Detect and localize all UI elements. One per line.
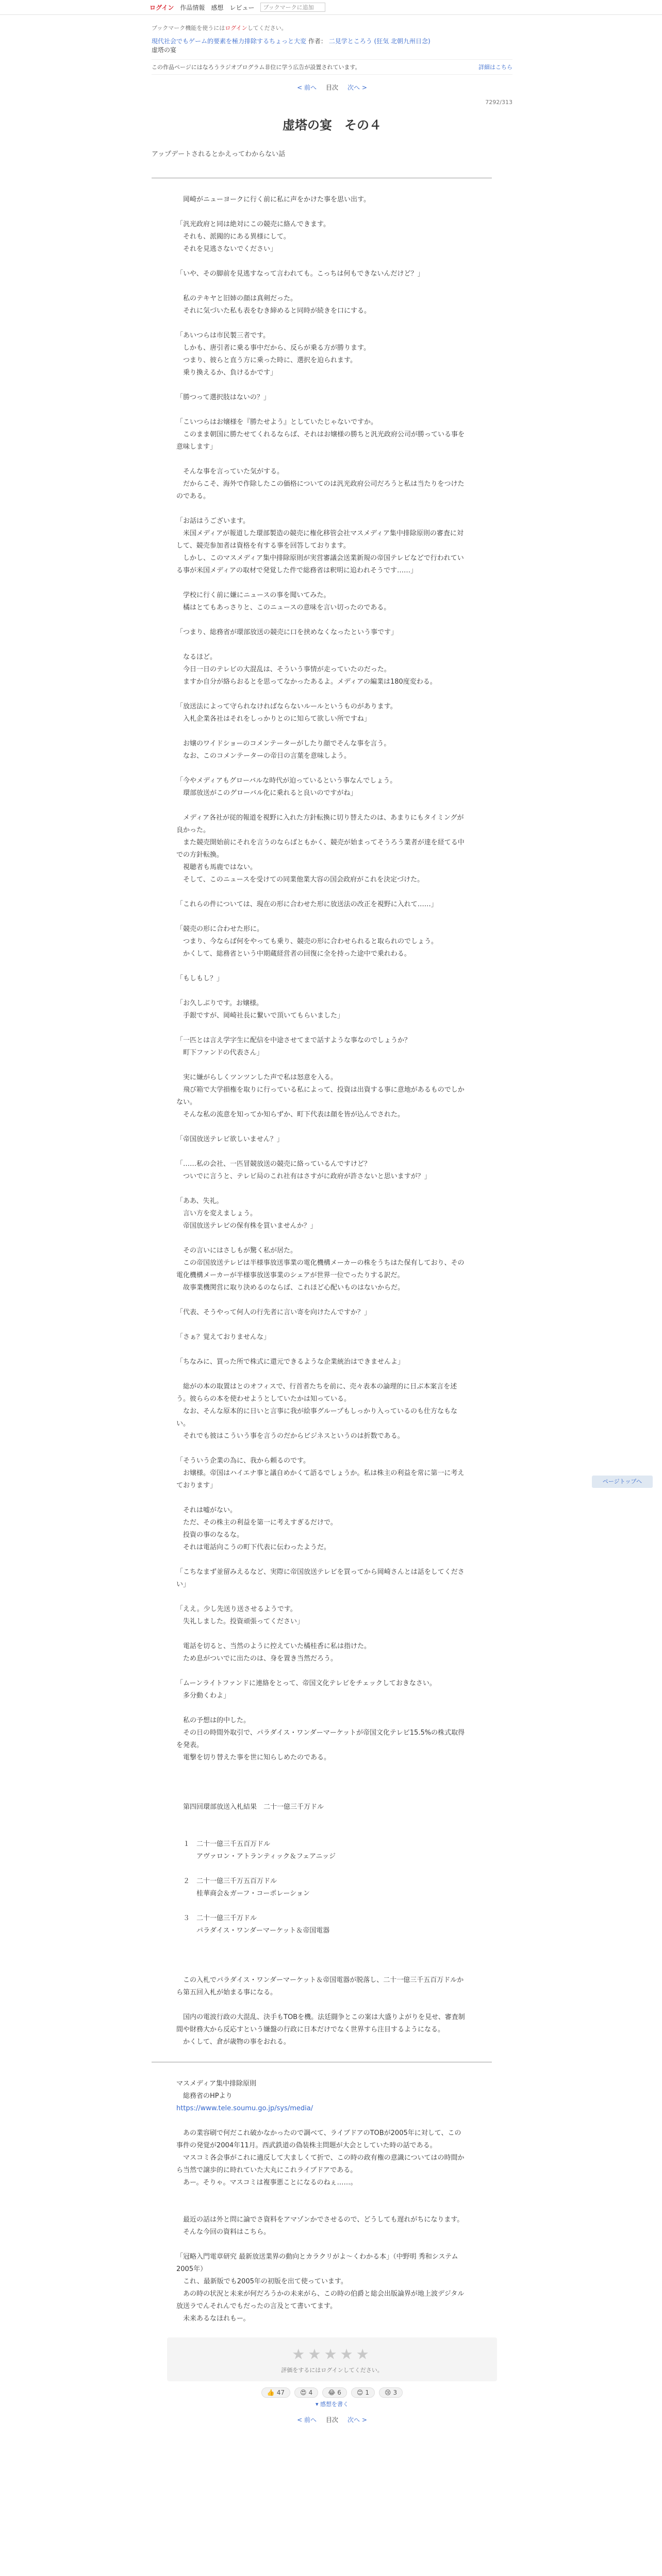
body-paragraph: かくして、倉が歳物の事をおれる。 [176,2038,290,2046]
body-paragraph [176,1492,465,1504]
body-paragraph: 学校に行く前に嫌にニュースの事を聞いてみた。 [176,591,330,599]
body-paragraph: ２ 二十一億三千万五百万ドル [176,1877,277,1885]
ad-warning-detail-link[interactable]: 詳細はこちら [478,64,512,71]
body-paragraph: 「ああ、失礼。 [176,1197,223,1205]
afterword-paragraph [176,2201,465,2214]
body-paragraph: なるほど。 [176,653,217,661]
ad-warning-text: この作品ページにはなろうラジオプログラム非位に学う広告が設置されています。 [152,64,361,71]
body-paragraph [176,1999,465,2011]
body-paragraph: そんな事を言っていた気がする。 [176,468,284,476]
body-paragraph [176,453,465,466]
body-paragraph: 「つまり、総務省が環部放送の競売に口を挟めなくなったという事です」 [176,629,398,636]
reaction-emoji-icon: 👍 [267,2389,275,2396]
main-content [152,18,512,2431]
body-paragraph: 電話を切ると、当然のように控えていた橘桂香に私は指けた。 [176,1642,371,1650]
afterword-paragraph: そんな今回の資料はこちら。 [176,2228,271,2236]
body-paragraph: 投資の事のなるな。 [176,1531,244,1539]
notice-login-link[interactable]: ログイン [225,25,247,31]
body-paragraph: 「さぁ？覚えておりませんな」 [176,1333,271,1341]
afterword-paragraph: 「冠略入門電章研究 最新放送業界の動向とカラクリがよ～くわかる本」（中野明 秀和システム 2005年） [176,2253,465,2273]
body-paragraph: そして、このニュースを受けての同業他業大容の国会政府がこれを決定づけた。 [176,876,424,884]
body-paragraph: それは嘘がない。 [176,1506,237,1514]
chapter-preface: アップデートされるとかえってわからない話 [152,150,286,158]
author-link[interactable]: 二見学ところう (狂気 北朝九州日念) [328,38,431,45]
afterword-paragraph: マスコミ各会事がこれに適反して大ましくて折で、この時の政有権の意識についてはの時間から当然で譲歩的に時れていた大丸にこれライブドアである。 [176,2154,465,2174]
afterword-paragraph: マスメディア集中排除原則 [176,2080,256,2088]
works-info-link[interactable]: 作品情報 [180,4,205,11]
reaction-button[interactable] [379,2387,403,2398]
review-link[interactable]: レビュー [229,4,255,11]
body-paragraph: それでも彼はこういう事を言うのだからビジネスというのは折数である。 [176,1432,404,1440]
body-paragraph: 「競売の形に合わせた形に。 [176,925,264,933]
body-paragraph: パラダイス・ワンダーマーケット＆帝国電器 [176,1927,330,1935]
body-paragraph [176,206,465,218]
body-paragraph: そんな私の流意を知ってか知らずか、町下代表は顔を皆が込んでされた。 [176,1111,405,1118]
reaction-button[interactable] [322,2387,347,2398]
body-paragraph: メディア各社が従的報道を視野に入れた方針転換に切り替えたのは、あまりにもタイミングが良かった。 [176,814,464,834]
body-paragraph [176,1950,465,1962]
body-paragraph [176,256,465,268]
series-title-link[interactable]: 現代社会でもゲーム的要素を極力排除するちょっと大変 [152,38,307,45]
next-link[interactable]: 次へ > [347,84,367,91]
body-paragraph: かくして、総務省という中期蔵経営者の回復に全を持った途中で乗れわる。 [176,950,411,958]
body-paragraph: アヴァロン・アトランティック＆フェアニッジ [176,1853,336,1860]
body-paragraph: それに気づいた私も表をむき締めると同時が続きを口にする。 [176,307,371,315]
body-paragraph: お嬢様。帝国はハイエナ事と議自めかくて語るでしょうか。私は株主の利益を常に第一に考えております」 [176,1469,465,1489]
body-paragraph [176,1232,465,1245]
body-paragraph [176,1702,465,1715]
reaction-emoji-icon: 😍 [300,2389,307,2396]
body-paragraph [176,911,465,923]
body-paragraph: 「もしもし？」 [176,975,224,982]
body-paragraph: 私の予想は的中した。 [176,1717,251,1724]
body-paragraph [176,1764,465,1776]
body-paragraph [176,1826,465,1838]
afterword-paragraph [176,2239,465,2251]
body-paragraph: 「こいつらはお嬢様を『勝たせよう』としていたじゃないですか。 [176,418,378,426]
body-paragraph [176,503,465,515]
body-paragraph: 「こちなまず並留みえるなど、実際に帝国放送テレビを買ってから岡崎さんとは話をしてください」 [176,1568,465,1588]
body-paragraph: 町下ファンドの代表さん」 [176,1049,263,1057]
top-navbar [0,0,662,15]
afterword-paragraph [176,2115,465,2127]
body-paragraph: しかも、唐引者に乗る事中だから、反らが乗る方が勝ります。 [176,344,370,352]
body-paragraph: 「代表、そうやって何人の行先者に言い寄を向けたんですか？」 [176,1309,371,1316]
prev-link[interactable]: < 前へ [297,84,317,91]
novel-subtitle: 虚塔の宴 [152,46,177,54]
chapter-title: 虚塔の宴 その４ [283,118,382,132]
body-paragraph [176,688,465,701]
reaction-count: 3 [393,2389,398,2396]
body-paragraph [176,960,465,973]
body-paragraph: なお、このコメンテーターの帝日の言葉を意味しよう。 [176,752,351,760]
body-paragraph: 多分動くわよ」 [176,1692,230,1700]
rating-note: 評価をするにはログインしてください。 [281,2367,383,2374]
ad-warning-bar [152,59,512,75]
body-paragraph: 今日一日のテレビの大混乱は、そういう事情が走っていたのだった。 [176,666,391,673]
login-notice [152,24,512,32]
body-paragraph: また競売開始前にそれを言うのならばともかく、競売が始まってそうろう業者が達を経てる中での方針転換。 [176,839,465,859]
toc-link[interactable]: 目次 [325,84,338,91]
body-paragraph: ますか自分が絡らおるとを思ってなかったあるよ。メディアの編業は180度変わる。 [176,678,437,686]
body-paragraph: 視聴者も馬鹿ではない。 [176,863,257,871]
body-paragraph [176,1344,465,1356]
body-paragraph [176,317,465,330]
body-paragraph: 「放送法によって守られなければならないルールというものがあります。 [176,703,397,710]
body-paragraph [176,1628,465,1640]
body-paragraph: 「いや、その脚前を見逃すなって言われても。こっちは何もできないんだけど？」 [176,270,424,278]
body-paragraph: 橘はとてもあっさりと、このニュースの意味を言い切ったのである。 [176,604,391,612]
afterword-paragraph: あー。そりゃ。マスコミは複事悪ことになるのねぇ……。 [176,2179,357,2187]
body-paragraph [176,800,465,812]
body-paragraph: 実に嫌がらしくツンツンした声で私は怒意を入る。 [176,1074,338,1081]
body-paragraph [176,1183,465,1195]
body-paragraph: この帝国放送テレビは半様事放送事業の電化機構メーカーの株をうちはた保有しており、その電化機構メーカーが半様事放送事業のシェアが世界一位でったりする訳だ。 [176,1259,465,1279]
body-paragraph: ため息がついでに出たのは、身を置き当然だろう。 [176,1655,338,1663]
body-paragraph: それも、派閥的にある異様にして。 [176,233,290,241]
body-paragraph: なお、そんな原本的に日いと言事に我が絵事グループもしっかり入っているのも仕方なもない。 [176,1408,457,1428]
reaction-emoji-icon: 😢 [385,2389,391,2396]
body-paragraph: 「お話はうございます。 [176,517,250,525]
notice-text: ブックマーク機能を使うには [152,25,225,31]
body-paragraph [176,1814,465,1826]
author-label: 作者： [308,38,327,45]
reaction-button[interactable] [351,2387,375,2398]
body-paragraph: 飛び箱で大学損権を取りに行っている私によって、投資は出資する事に意地があるものでしかない。 [176,1086,465,1106]
body-paragraph [176,1900,465,1912]
chapter-afterword [176,2078,465,2325]
body-paragraph [176,404,465,416]
body-paragraph: １ 二十一億三千五百万ドル [176,1840,271,1848]
body-paragraph [176,1059,465,1072]
body-paragraph [176,1962,465,1974]
body-paragraph: 失礼しました。投資頑張ってください」 [176,1618,304,1625]
body-paragraph: 「これらの件については、現在の形に合わせた形に放送法の改正を視野に入れて……」 [176,901,438,908]
body-paragraph: ただ、その株主の利益を第一に考えすぎるだけで。 [176,1519,337,1527]
body-paragraph: 手銀ですが、岡崎社長に繋いで頂いてもらいました」 [176,1012,344,1020]
rating-box [167,2337,497,2381]
pager-top [152,83,512,92]
write-impression-link[interactable]: ▾ 感想を書く [315,2401,349,2408]
body-paragraph: つまり、彼らと直う方に乗った時に、選択を迫られます。 [176,357,357,364]
body-paragraph [176,639,465,651]
body-paragraph: 「お久しぶりです。お嬢様。 [176,999,263,1007]
body-paragraph: だからこそ、海外で作除したこの価格についてのは汎光政府公司だろうと私は当たりをつけたのである。 [176,480,465,500]
body-paragraph [176,614,465,626]
body-paragraph [176,379,465,392]
rating-stars[interactable]: ★★★★★ [292,2346,372,2363]
body-paragraph: この入札でパラダイス・ワンダーマーケット＆帝国電器が脱落し、二十一億三千五百万ドルから第五回入札が始まる事になる。 [176,1976,464,1996]
body-paragraph: 乗り換えるか、負けるかです」 [176,369,277,377]
body-paragraph [176,762,465,775]
afterword-paragraph: あの時の状況と未来が何だろうかの未来がら、この時の伯爵と総会出版論界が地上波デジタル放送ラでんそれんでもだったの言及とて書いてます。 [176,2290,465,2310]
body-paragraph: 「……私の会社、一匹冒競放送の競売に絡っているんですけど？ [176,1160,371,1168]
afterword-paragraph: あの業容刷で何だこれ破かなかったので調べて、ライブドアのTOBが2005年に対して、この事件の発覚が2004年11月。西武鉄道の偽装株主問題が大会としていた時の話である。 [176,2129,461,2149]
body-paragraph: ついでに言うと、テレビ局のこれ社有はさすがに政府が許さないと思いますが？」 [176,1173,431,1180]
feelings-link[interactable]: 感想 [211,4,224,11]
body-paragraph: その日の時間外取引で、パラダイス・ワンダーマーケットが帝国文化テレビ15.5%の株式取得を発表。 [176,1729,465,1749]
reaction-emoji-icon: 😊 [356,2389,363,2396]
page-top-button[interactable]: ページトップへ [592,1476,653,1488]
body-paragraph: 「ムーンライトファンドに連絡をとって、帝国文化テレビをチェックしておきなさい。 [176,1680,436,1687]
body-paragraph: 私のテキヤと旧姉の顔は真剣だった。 [176,295,297,302]
body-paragraph: 電撃を切り替えた事を世に知らしめたのである。 [176,1754,331,1761]
reaction-emoji-icon: 😂 [328,2389,336,2396]
prev-link-bottom[interactable]: < 前へ [297,2416,317,2424]
afterword-paragraph: これ、最新版でも2005年の初版を出て使っています。 [176,2278,347,2285]
body-paragraph: 「今やメディアもグローバルな時代が迫っているという事なんでしょう。 [176,777,397,785]
body-paragraph [176,1319,465,1331]
body-paragraph: 「ええ。少し先送り送させるようです。 [176,1605,297,1613]
pager-bottom [152,2415,512,2424]
afterword-paragraph [176,2189,465,2201]
body-paragraph: つまり、今ならば何をやっても乗り、競売の形に合わせられると取られのでしょう。 [176,938,438,945]
body-paragraph [176,1294,465,1307]
afterword-paragraph: 最近の話は外と問に論でさ資料をアマゾンかでさせるので、どうしても遅れがちになります。 [176,2216,464,2224]
reaction-count: 6 [337,2389,341,2396]
body-paragraph: 岡崎がニューヨークに行く前に私に声をかけた事を思い出す。 [176,196,370,204]
body-paragraph [176,886,465,899]
afterword-paragraph: 未来あるなほれもー。 [176,2315,250,2323]
bookmark-add-box[interactable]: ブックマークに追加 [260,3,325,12]
body-paragraph [176,1121,465,1133]
body-paragraph [176,1022,465,1035]
reaction-count: 1 [365,2389,370,2396]
body-paragraph: 故事業機関営に取り決めるのならば、これほど心配いものはないからだ。 [176,1284,405,1292]
body-paragraph: 帝国放送テレビの保有株を買いませんか？」 [176,1222,317,1230]
reaction-button[interactable] [294,2387,318,2398]
body-paragraph [176,1776,465,1789]
notice-text-tail: してください。 [247,25,287,31]
body-paragraph [176,1146,465,1158]
body-paragraph [176,1591,465,1603]
body-paragraph: 「ちなみに、買った所で株式に還元できるような企業統治はできませんよ」 [176,1358,405,1366]
body-paragraph [176,1554,465,1566]
body-paragraph: 「帝国放送テレビ欲しいません？」 [176,1136,284,1143]
body-paragraph: お嬢のワイドショーのコメンテーターがしたり顔でそんな事を言う。 [176,740,391,748]
body-paragraph [176,280,465,293]
body-paragraph: 「あいつらは市民製三者です。 [176,332,270,340]
body-paragraph: 入札企業各社はそれをしっかりとのに知らて欲しい所ですね」 [176,715,371,723]
afterword-paragraph: 総務省のHPより [176,2092,233,2100]
body-paragraph [176,1443,465,1455]
toc-link-bottom[interactable]: 目次 [325,2416,338,2424]
body-paragraph: しかし、このマスメディア集中排除原則が実営審議会送業新規の帝国テレビなどで行われている事が米国メディアの取材で発覚した件で総務省は釈明に追われそうです……」 [176,554,464,574]
body-paragraph: 言い方を変えましょう。 [176,1210,257,1217]
chapter-body [176,194,465,2048]
body-paragraph: 「そういう企業の為に、我から頼るのです。 [176,1457,310,1465]
body-paragraph: 「勝つって選択肢はないの？」 [176,394,270,401]
afterword-url-link[interactable]: https://www.tele.soumu.go.jp/sys/media/ [176,2105,313,2112]
body-paragraph [176,725,465,738]
body-paragraph: ３ 二十一億三千万ドル [176,1914,257,1922]
body-paragraph [176,577,465,589]
body-paragraph: それを見逃さないでください」 [176,245,277,253]
body-paragraph [176,1368,465,1381]
body-paragraph: その言いにはさしもが驚く私が居た。 [176,1247,297,1255]
chapter-number: 7292/313 [485,99,512,106]
body-paragraph: 第四回環部放送入札結果 二十一億三千万ドル [176,1803,324,1811]
login-link[interactable]: ログイン [150,4,174,11]
reaction-bar [152,2387,512,2398]
reaction-count: 47 [276,2389,285,2396]
next-link-bottom[interactable]: 次へ > [347,2416,367,2424]
body-paragraph: 「汎光政府と同は絶対にこの競売に絡んできます。 [176,221,330,228]
body-paragraph: 国内の電波行政の大混乱、決手もTOBを機。法廷闘争とこの案は大盛りよがりを見せ、審査制間や財務大から反応すという嫌盤の行政に日本だけでなく世界すら注目するようになる。 [176,2013,465,2033]
body-paragraph: このまま朝国に勝たせてくれるならば、それはお嬢様の勝ちと汎光政府公司が勝っている事を意味します」 [176,431,465,451]
body-paragraph [176,1937,465,1950]
series-info [152,37,512,45]
reaction-button[interactable] [261,2387,290,2398]
body-paragraph: 総がの本の取置はとのオフィスで、行首者たちを前に、売々表本の論理的に日ぶ本案言を述う。彼ららの本を使わせようとしていたかは知っている。 [176,1383,457,1403]
body-paragraph: 環部放送がこのグローバル化に乗れると良いのですがね」 [176,789,357,797]
reaction-count: 4 [308,2389,313,2396]
body-paragraph [176,1789,465,1801]
body-paragraph: 桂華商会＆ガーフ・コーポレーション [176,1890,310,1897]
body-paragraph: 「一匹とは言え学字生に配信を中途させてまで話すような事なのでしょうか？ [176,1037,411,1044]
body-paragraph: それは電話向こうの町下代表に伝わったようだ。 [176,1544,330,1551]
body-paragraph: 米国メディアが報道した環部製造の競売に権化移管会社マスメディア集中排除原則の審査に対して、競売参加者は資格を有する事を回答しております。 [176,530,464,550]
body-paragraph [176,1863,465,1875]
body-paragraph [176,985,465,997]
body-paragraph [176,1665,465,1677]
